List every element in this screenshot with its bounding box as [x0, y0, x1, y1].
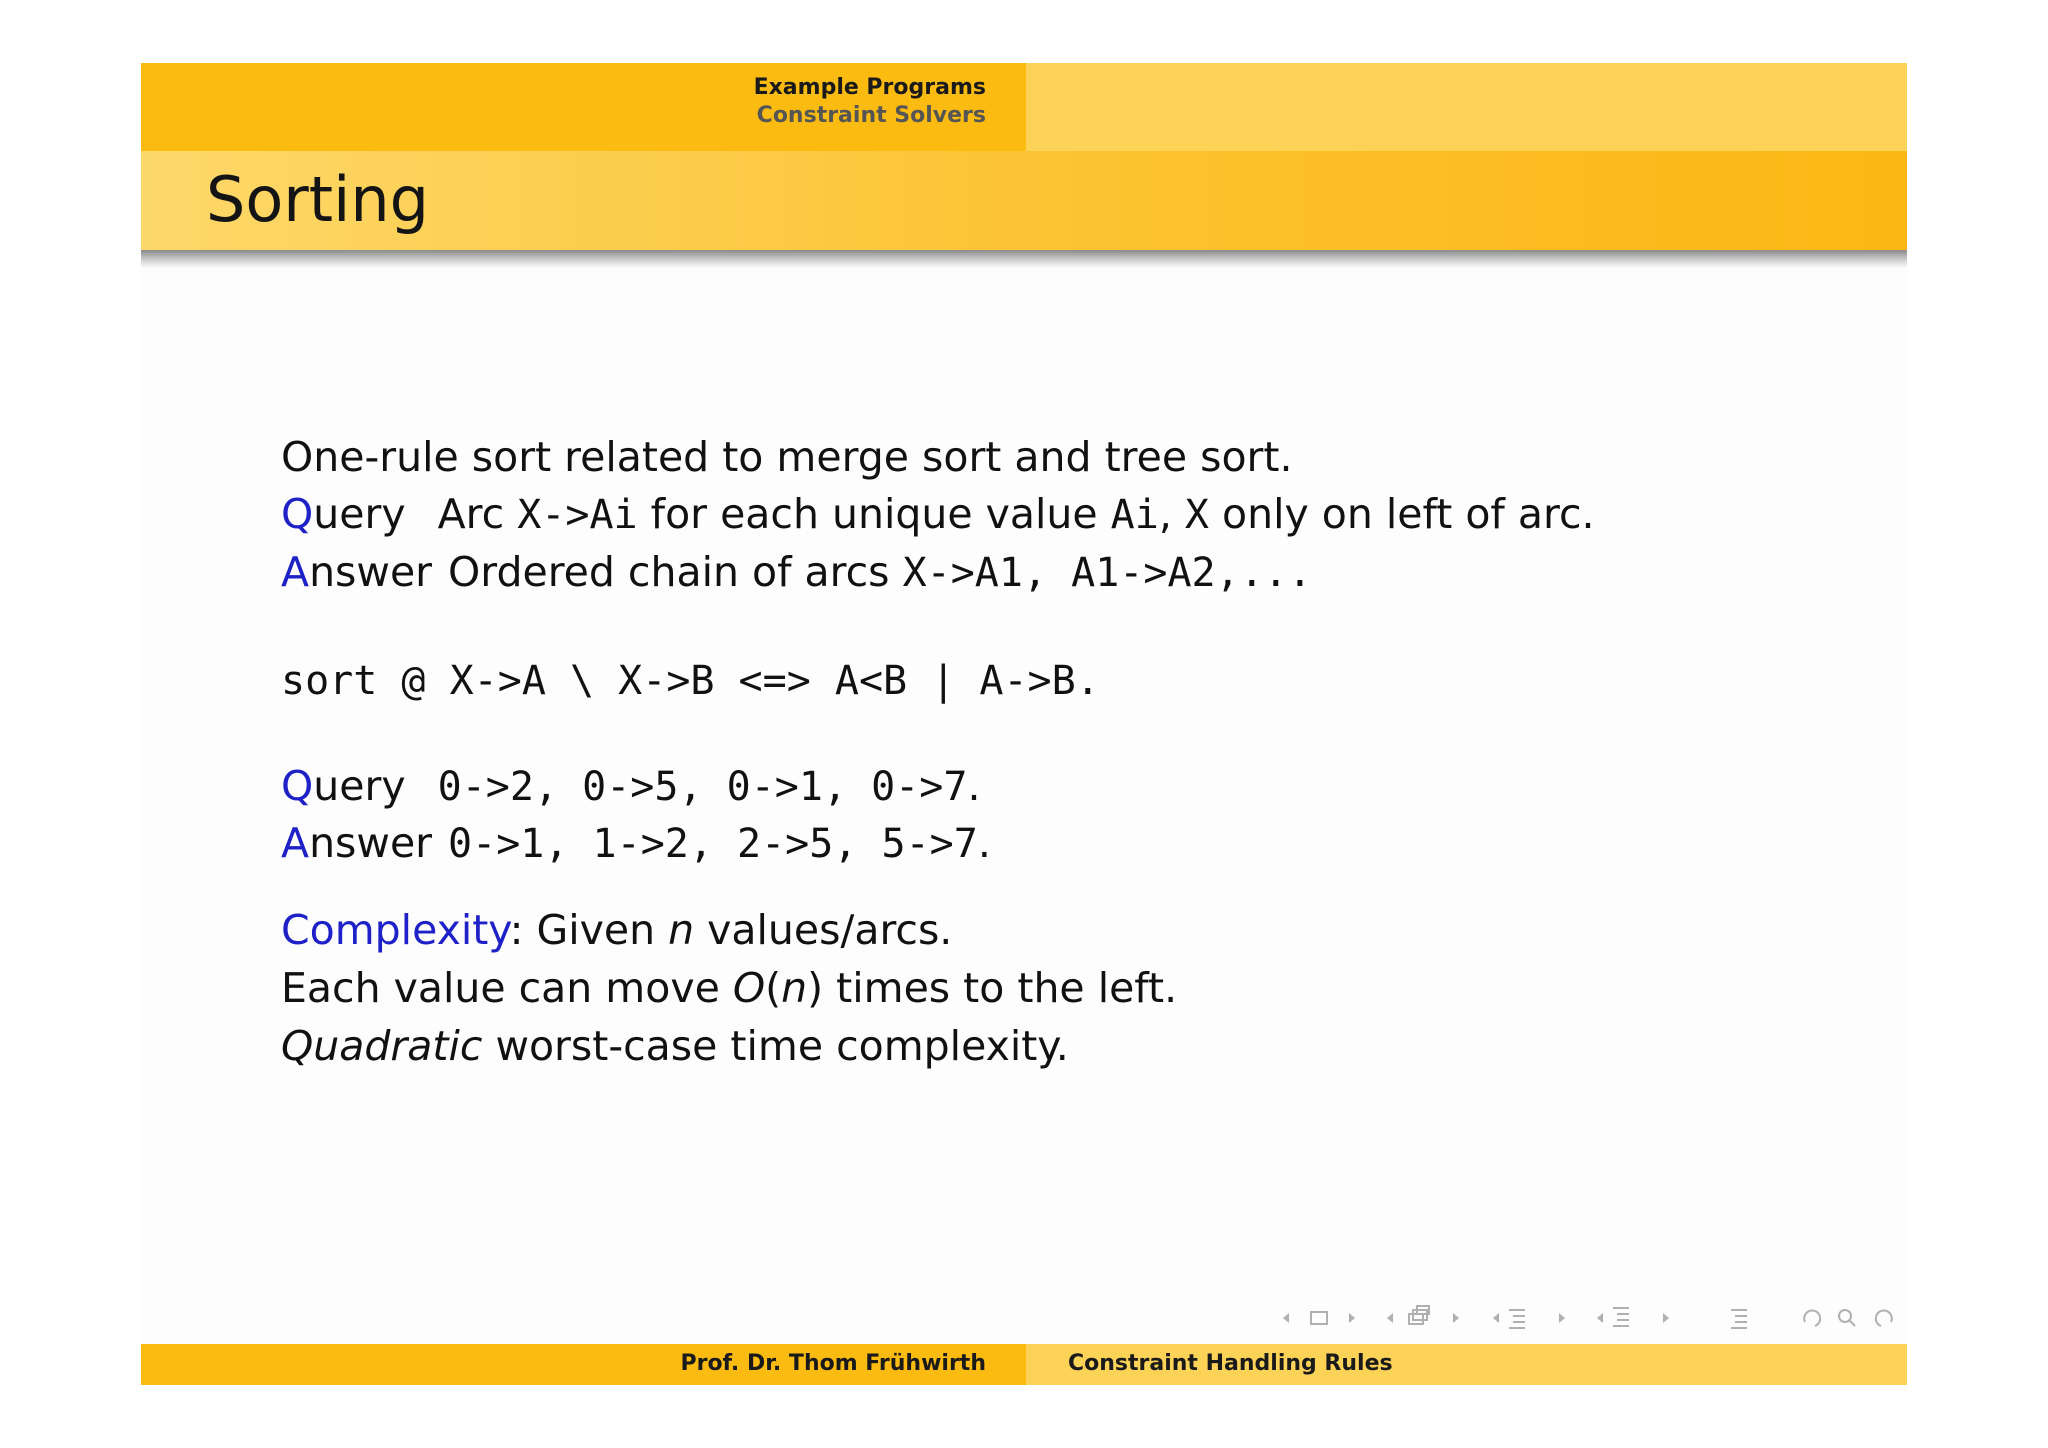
answer-text-1: Ordered chain of arcs	[448, 548, 903, 596]
nav-right-arrow-icon[interactable]	[1349, 1313, 1355, 1323]
intro-text	[281, 432, 1293, 482]
query-text-3: ,	[1158, 490, 1185, 538]
complexity-line2-b: times to the left.	[823, 964, 1178, 1012]
query-label-initial: Q	[281, 490, 314, 538]
complexity-colon: :	[509, 906, 524, 954]
query-code-1: X->Ai	[517, 492, 638, 538]
query-label-rest: uery	[313, 490, 406, 538]
header-right-bar	[1026, 63, 1907, 151]
toc-icon[interactable]	[1731, 1310, 1747, 1328]
query-example-label-rest: uery	[313, 762, 406, 810]
complexity-line3-rest: worst-case time complexity.	[482, 1022, 1069, 1070]
frame-title-shadow	[141, 250, 1907, 268]
complexity-paren-open: (	[765, 964, 782, 1012]
answer-label-rest: nswer	[309, 548, 433, 596]
complexity-line2-n: n	[781, 964, 808, 1012]
query-example-end: .	[967, 762, 981, 810]
subsection-prev-icon[interactable]	[1387, 1313, 1393, 1323]
frame-title: Sorting	[206, 163, 429, 236]
toc-section-icon[interactable]	[1613, 1308, 1629, 1326]
header-navigation	[754, 74, 986, 130]
complexity-quadratic: Quadratic	[281, 1022, 483, 1070]
back-icon[interactable]	[1804, 1311, 1820, 1326]
query-example-label-initial: Q	[281, 762, 314, 810]
query-example	[281, 761, 980, 812]
complexity-label: Complexity	[281, 906, 510, 954]
query-description	[281, 489, 1595, 540]
complexity-line-2	[281, 963, 1177, 1013]
query-text-4: only on left of arc.	[1208, 490, 1595, 538]
section-icon[interactable]	[1509, 1310, 1525, 1328]
answer-description	[281, 547, 1312, 598]
navigation-symbols	[1275, 1302, 1905, 1334]
answer-label-initial: A	[281, 548, 310, 596]
presentation-prev-icon[interactable]	[1597, 1313, 1603, 1323]
complexity-text-1: Given	[523, 906, 669, 954]
complexity-big-o: O	[732, 964, 766, 1012]
section-next-icon[interactable]	[1559, 1313, 1565, 1323]
query-example-code: 0->2, 0->5, 0->1, 0->7	[437, 764, 968, 810]
complexity-n: n	[668, 906, 695, 954]
forward-icon[interactable]	[1876, 1311, 1892, 1326]
search-icon[interactable]	[1839, 1310, 1855, 1326]
footer-presentation-title: Constraint Handling Rules	[1068, 1351, 1393, 1376]
query-code-2: Ai	[1110, 492, 1159, 538]
nav-left-arrow-icon[interactable]	[1283, 1313, 1289, 1323]
complexity-line-3	[281, 1021, 1069, 1071]
answer-example	[281, 818, 991, 869]
presentation-next-icon[interactable]	[1663, 1313, 1669, 1323]
query-text-1: Arc	[437, 490, 518, 538]
frame-icon[interactable]	[1311, 1312, 1327, 1324]
footer-author: Prof. Dr. Thom Frühwirth	[680, 1351, 986, 1376]
complexity-line-1	[281, 905, 952, 955]
subsection-icon[interactable]	[1409, 1306, 1429, 1324]
header-section[interactable]: Example Programs	[753, 75, 986, 100]
complexity-line2-a: Each value can move	[281, 964, 733, 1012]
complexity-paren-close: )	[807, 964, 824, 1012]
complexity-text-2: values/arcs.	[694, 906, 953, 954]
answer-example-label-initial: A	[281, 819, 310, 867]
answer-example-label-rest: nswer	[309, 819, 433, 867]
answer-example-end: .	[977, 819, 991, 867]
section-prev-icon[interactable]	[1493, 1313, 1499, 1323]
sort-rule-code: sort @ X->A \ X->B <=> A<B | A->B.	[281, 658, 1100, 704]
query-text-2: for each unique value	[637, 490, 1111, 538]
answer-code-1: X->A1, A1->A2,...	[902, 550, 1312, 596]
intro-sentence: One-rule sort related to merge sort and tree sort.	[281, 433, 1293, 481]
answer-example-code: 0->1, 1->2, 2->5, 5->7	[448, 821, 978, 867]
sort-rule	[281, 655, 1100, 706]
header-subsection[interactable]: Constraint Solvers	[756, 103, 986, 128]
query-code-3: X	[1184, 492, 1209, 538]
subsection-next-icon[interactable]	[1453, 1313, 1459, 1323]
